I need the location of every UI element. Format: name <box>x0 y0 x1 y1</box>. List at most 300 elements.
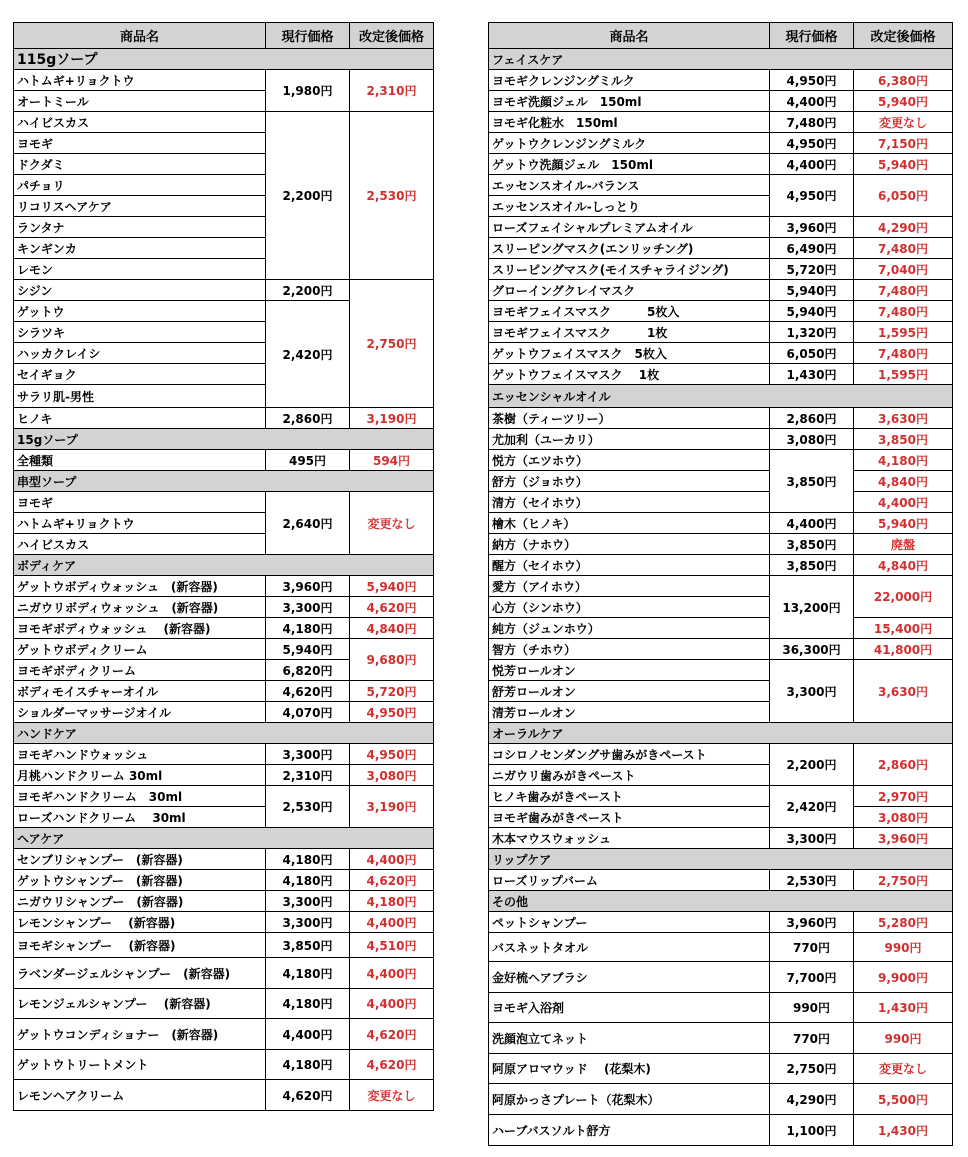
current-price: 3,300円 <box>770 660 854 723</box>
revised-price: 4,400円 <box>350 912 434 933</box>
product-name: エッセンスオイル-バランス <box>489 175 770 196</box>
product-row <box>489 513 953 534</box>
product-row <box>489 639 953 660</box>
product-name: ゲットウフェイスマスク 5枚入 <box>489 343 770 364</box>
header-revised-price: 改定後価格 <box>854 23 953 49</box>
section-row <box>14 429 434 450</box>
revised-price: 2,860円 <box>854 744 953 786</box>
product-row <box>489 175 953 196</box>
section-row <box>489 849 953 870</box>
product-name: レモンジェルシャンプー (新容器) <box>14 989 266 1019</box>
current-price: 7,700円 <box>770 962 854 993</box>
revised-price: 5,940円 <box>350 576 434 597</box>
product-row <box>14 597 434 618</box>
revised-price: 7,480円 <box>854 343 953 364</box>
product-name: ニガウリ歯みがきペースト <box>489 765 770 786</box>
current-price: 2,860円 <box>770 408 854 429</box>
product-name: シジン <box>14 280 266 301</box>
revised-price: 594円 <box>350 450 434 471</box>
current-price: 4,400円 <box>770 91 854 112</box>
section-row <box>14 555 434 576</box>
current-price: 3,300円 <box>266 597 350 618</box>
product-row <box>489 154 953 175</box>
product-row <box>14 702 434 723</box>
product-name: ローズリップバーム <box>489 870 770 891</box>
current-price: 4,950円 <box>770 70 854 91</box>
current-price: 990円 <box>770 993 854 1023</box>
product-name: ラベンダージェルシャンプー (新容器) <box>14 958 266 989</box>
revised-price: 7,480円 <box>854 280 953 301</box>
current-price: 3,960円 <box>770 217 854 238</box>
current-price: 4,400円 <box>770 513 854 534</box>
product-name: ハッカクレイシ <box>14 343 266 364</box>
revised-price: 3,850円 <box>854 429 953 450</box>
current-price: 4,180円 <box>266 958 350 989</box>
product-row <box>14 492 434 513</box>
current-price: 3,300円 <box>266 912 350 933</box>
product-row <box>489 238 953 259</box>
current-price: 4,400円 <box>770 154 854 175</box>
current-price: 4,180円 <box>266 1050 350 1080</box>
product-row <box>489 1023 953 1054</box>
product-name: ハトムギ+リョクトウ <box>14 70 266 91</box>
product-row <box>489 618 953 639</box>
product-row <box>14 681 434 702</box>
product-row <box>489 912 953 933</box>
revised-price: 4,400円 <box>350 989 434 1019</box>
product-name: 納方（ナホウ） <box>489 534 770 555</box>
product-row <box>14 1050 434 1080</box>
product-row <box>14 765 434 786</box>
product-name: レモンヘアクリーム <box>14 1080 266 1111</box>
product-name: 清芳ロールオン <box>489 702 770 723</box>
current-price: 3,960円 <box>266 576 350 597</box>
revised-price: 6,050円 <box>854 175 953 217</box>
section-row <box>489 891 953 912</box>
product-row <box>489 408 953 429</box>
product-name: ヨモギボディクリーム <box>14 660 266 681</box>
product-row <box>14 849 434 870</box>
product-name: ローズフェイシャルプレミアムオイル <box>489 217 770 238</box>
current-price: 4,620円 <box>266 1080 350 1111</box>
current-price: 2,530円 <box>770 870 854 891</box>
section-row <box>14 828 434 849</box>
revised-price: 4,180円 <box>854 450 953 471</box>
section-row <box>489 49 953 70</box>
revised-price: 2,750円 <box>350 280 434 408</box>
header-current-price: 現行価格 <box>770 23 854 49</box>
product-name: ヨモギボディウォッシュ (新容器) <box>14 618 266 639</box>
product-name: グローイングクレイマスク <box>489 280 770 301</box>
header-row <box>489 23 953 49</box>
product-name: オートミール <box>14 91 266 112</box>
product-row <box>489 91 953 112</box>
header-current-price: 現行価格 <box>266 23 350 49</box>
product-row <box>489 555 953 576</box>
revised-price: 4,840円 <box>350 618 434 639</box>
current-price: 1,320円 <box>770 322 854 343</box>
product-row <box>489 576 953 597</box>
product-row <box>489 471 953 492</box>
revised-price: 9,900円 <box>854 962 953 993</box>
current-price: 4,290円 <box>770 1084 854 1115</box>
current-price: 3,300円 <box>770 828 854 849</box>
current-price: 3,960円 <box>770 912 854 933</box>
product-row <box>489 492 953 513</box>
current-price: 3,850円 <box>770 450 854 513</box>
revised-price: 41,800円 <box>854 639 953 660</box>
product-row <box>489 364 953 385</box>
product-row <box>14 933 434 958</box>
current-price: 2,860円 <box>266 408 350 429</box>
product-name: ゲットウコンディショナー (新容器) <box>14 1019 266 1050</box>
revised-price: 変更なし <box>350 1080 434 1111</box>
current-price: 6,050円 <box>770 343 854 364</box>
current-price: 5,940円 <box>770 280 854 301</box>
product-row <box>489 259 953 280</box>
product-row <box>14 744 434 765</box>
current-price: 36,300円 <box>770 639 854 660</box>
revised-price: 廃盤 <box>854 534 953 555</box>
revised-price: 15,400円 <box>854 618 953 639</box>
current-price: 5,720円 <box>770 259 854 280</box>
product-name: セイギョク <box>14 364 266 385</box>
revised-price: 1,430円 <box>854 993 953 1023</box>
current-price: 7,480円 <box>770 112 854 133</box>
product-name: 阿原アロマウッド (花梨木) <box>489 1054 770 1084</box>
section-title: オーラルケア <box>489 723 953 744</box>
product-row <box>14 639 434 660</box>
product-name: 月桃ハンドクリーム 30ml <box>14 765 266 786</box>
product-name: パチョリ <box>14 175 266 196</box>
product-name: ヨモギハンドクリーム 30ml <box>14 786 266 807</box>
product-name: ゲットウ洗顔ジェル 150ml <box>489 154 770 175</box>
current-price: 5,940円 <box>266 639 350 660</box>
current-price: 2,310円 <box>266 765 350 786</box>
product-name: シラツキ <box>14 322 266 343</box>
product-name: ヨモギ化粧水 150ml <box>489 112 770 133</box>
product-name: ヒノキ歯みがきペースト <box>489 786 770 807</box>
revised-price: 4,620円 <box>350 1019 434 1050</box>
revised-price: 9,680円 <box>350 639 434 681</box>
revised-price: 7,480円 <box>854 238 953 259</box>
product-name: ヨモギフェイスマスク 1枚 <box>489 322 770 343</box>
revised-price: 1,595円 <box>854 322 953 343</box>
current-price: 13,200円 <box>770 576 854 639</box>
current-price: 2,750円 <box>770 1054 854 1084</box>
product-row <box>14 1080 434 1111</box>
product-row <box>489 870 953 891</box>
product-name: スリーピングマスク(エンリッチング) <box>489 238 770 259</box>
product-name: ゲットウシャンプー (新容器) <box>14 870 266 891</box>
product-name: 心方（シンホウ） <box>489 597 770 618</box>
section-row <box>489 385 953 408</box>
header-revised-price: 改定後価格 <box>350 23 434 49</box>
product-name: キンギンカ <box>14 238 266 259</box>
product-row <box>489 534 953 555</box>
product-name: ゲットウトリートメント <box>14 1050 266 1080</box>
product-row <box>14 408 434 429</box>
revised-price: 4,400円 <box>854 492 953 513</box>
product-name: 悦芳ロールオン <box>489 660 770 681</box>
product-name: ヨモギシャンプー (新容器) <box>14 933 266 958</box>
current-price: 6,490円 <box>770 238 854 259</box>
product-name: コシロノセンダングサ歯みがきペースト <box>489 744 770 765</box>
revised-price: 990円 <box>854 933 953 962</box>
product-name: ヨモギ洗顔ジェル 150ml <box>489 91 770 112</box>
product-name: 洗顔泡立てネット <box>489 1023 770 1054</box>
section-title: 115gソープ <box>14 49 434 70</box>
product-row <box>14 891 434 912</box>
section-row <box>14 49 434 70</box>
product-name: ヨモギクレンジングミルク <box>489 70 770 91</box>
product-name: ゲットウクレンジングミルク <box>489 133 770 154</box>
current-price: 1,100円 <box>770 1115 854 1146</box>
revised-price: 2,970円 <box>854 786 953 807</box>
product-name: 愛方（アイホウ） <box>489 576 770 597</box>
current-price: 4,180円 <box>266 849 350 870</box>
product-row <box>14 870 434 891</box>
product-name: 智方（チホウ） <box>489 639 770 660</box>
revised-price: 3,960円 <box>854 828 953 849</box>
product-name: バスネットタオル <box>489 933 770 962</box>
product-name: ローズハンドクリーム 30ml <box>14 807 266 828</box>
product-name: 醒方（セイホウ） <box>489 555 770 576</box>
current-price: 2,640円 <box>266 492 350 555</box>
product-row <box>489 1054 953 1084</box>
current-price: 3,080円 <box>770 429 854 450</box>
product-name: ハイビスカス <box>14 534 266 555</box>
product-name: スリーピングマスク(モイスチャライジング) <box>489 259 770 280</box>
current-price: 6,820円 <box>266 660 350 681</box>
current-price: 2,530円 <box>266 786 350 828</box>
product-name: ヨモギ <box>14 133 266 154</box>
section-title: フェイスケア <box>489 49 953 70</box>
revised-price: 4,620円 <box>350 597 434 618</box>
product-row <box>489 429 953 450</box>
current-price: 4,950円 <box>770 175 854 217</box>
product-name: 木本マウスウォッシュ <box>489 828 770 849</box>
price-table-left <box>13 22 434 1111</box>
current-price: 3,300円 <box>266 891 350 912</box>
current-price: 770円 <box>770 933 854 962</box>
current-price: 1,430円 <box>770 364 854 385</box>
revised-price: 4,840円 <box>854 555 953 576</box>
revised-price: 22,000円 <box>854 576 953 618</box>
product-name: ハトムギ+リョクトウ <box>14 513 266 534</box>
product-row <box>489 217 953 238</box>
product-name: ニガウリシャンプー (新容器) <box>14 891 266 912</box>
product-row <box>14 618 434 639</box>
product-name: レモンシャンプー (新容器) <box>14 912 266 933</box>
product-name: 檜木（ヒノキ） <box>489 513 770 534</box>
product-row <box>489 133 953 154</box>
revised-price: 5,940円 <box>854 91 953 112</box>
product-row <box>489 450 953 471</box>
product-name: 悦方（エツホウ） <box>489 450 770 471</box>
product-row <box>14 112 434 133</box>
current-price: 5,940円 <box>770 301 854 322</box>
section-title: その他 <box>489 891 953 912</box>
product-name: リコリスヘアケア <box>14 196 266 217</box>
revised-price: 4,510円 <box>350 933 434 958</box>
product-row <box>489 70 953 91</box>
product-row <box>489 828 953 849</box>
revised-price: 3,080円 <box>854 807 953 828</box>
current-price: 4,400円 <box>266 1019 350 1050</box>
revised-price: 4,400円 <box>350 958 434 989</box>
current-price: 3,850円 <box>770 555 854 576</box>
current-price: 2,200円 <box>770 744 854 786</box>
product-row <box>489 1115 953 1146</box>
current-price: 4,070円 <box>266 702 350 723</box>
revised-price: 4,180円 <box>350 891 434 912</box>
revised-price: 4,950円 <box>350 744 434 765</box>
revised-price: 5,500円 <box>854 1084 953 1115</box>
product-name: ヨモギ歯みがきペースト <box>489 807 770 828</box>
current-price: 2,420円 <box>770 786 854 828</box>
current-price: 2,420円 <box>266 301 350 408</box>
current-price: 2,200円 <box>266 112 350 280</box>
product-name: ヨモギフェイスマスク 5枚入 <box>489 301 770 322</box>
product-row <box>14 958 434 989</box>
revised-price: 1,430円 <box>854 1115 953 1146</box>
product-name: ペットシャンプー <box>489 912 770 933</box>
section-title: 串型ソープ <box>14 471 434 492</box>
product-name: センブリシャンプー (新容器) <box>14 849 266 870</box>
product-name: 阿原かっさプレート（花梨木） <box>489 1084 770 1115</box>
revised-price: 2,310円 <box>350 70 434 112</box>
revised-price: 変更なし <box>854 112 953 133</box>
product-name: ショルダーマッサージオイル <box>14 702 266 723</box>
product-name: ヒノキ <box>14 408 266 429</box>
product-name: レモン <box>14 259 266 280</box>
product-row <box>14 450 434 471</box>
revised-price: 4,620円 <box>350 870 434 891</box>
product-row <box>489 933 953 962</box>
product-name: 純方（ジュンホウ） <box>489 618 770 639</box>
product-name: ゲットウフェイスマスク 1枚 <box>489 364 770 385</box>
revised-price: 1,595円 <box>854 364 953 385</box>
revised-price: 5,720円 <box>350 681 434 702</box>
section-row <box>489 723 953 744</box>
product-row <box>489 301 953 322</box>
product-name: ゲットウボディウォッシュ (新容器) <box>14 576 266 597</box>
product-row <box>489 112 953 133</box>
revised-price: 4,290円 <box>854 217 953 238</box>
product-name: 茶樹（ティーツリー） <box>489 408 770 429</box>
current-price: 4,180円 <box>266 989 350 1019</box>
product-name: 全種類 <box>14 450 266 471</box>
product-name: エッセンスオイル-しっとり <box>489 196 770 217</box>
current-price: 4,620円 <box>266 681 350 702</box>
revised-price: 変更なし <box>350 492 434 555</box>
section-title: 15gソープ <box>14 429 434 450</box>
header-name: 商品名 <box>14 23 266 49</box>
product-name: ヨモギハンドウォッシュ <box>14 744 266 765</box>
product-name: 金好梳ヘアブラシ <box>489 962 770 993</box>
header-row <box>14 23 434 49</box>
revised-price: 3,080円 <box>350 765 434 786</box>
product-name: ハーブバスソルト舒方 <box>489 1115 770 1146</box>
product-name: ハイビスカス <box>14 112 266 133</box>
product-name: ゲットウ <box>14 301 266 322</box>
revised-price: 4,620円 <box>350 1050 434 1080</box>
current-price: 495円 <box>266 450 350 471</box>
section-row <box>14 723 434 744</box>
section-title: リップケア <box>489 849 953 870</box>
product-row <box>14 280 434 301</box>
product-row <box>14 576 434 597</box>
product-row <box>489 786 953 807</box>
product-name: 清方（セイホウ） <box>489 492 770 513</box>
revised-price: 4,950円 <box>350 702 434 723</box>
current-price: 4,180円 <box>266 618 350 639</box>
revised-price: 6,380円 <box>854 70 953 91</box>
revised-price: 990円 <box>854 1023 953 1054</box>
product-row <box>14 1019 434 1050</box>
product-name: 舒方（ジョホウ） <box>489 471 770 492</box>
product-name: ランタナ <box>14 217 266 238</box>
product-row <box>489 343 953 364</box>
revised-price: 5,940円 <box>854 154 953 175</box>
revised-price: 3,630円 <box>854 660 953 723</box>
product-name: ヨモギ <box>14 492 266 513</box>
revised-price: 3,630円 <box>854 408 953 429</box>
header-name: 商品名 <box>489 23 770 49</box>
price-table-right <box>488 22 953 1146</box>
revised-price: 7,040円 <box>854 259 953 280</box>
product-name: ボディモイスチャーオイル <box>14 681 266 702</box>
current-price: 4,950円 <box>770 133 854 154</box>
product-name: ドクダミ <box>14 154 266 175</box>
current-price: 1,980円 <box>266 70 350 112</box>
product-row <box>14 912 434 933</box>
section-row <box>14 471 434 492</box>
product-name: ヨモギ入浴剤 <box>489 993 770 1023</box>
product-row <box>489 993 953 1023</box>
current-price: 3,850円 <box>266 933 350 958</box>
product-row <box>489 744 953 765</box>
current-price: 2,200円 <box>266 280 350 301</box>
revised-price: 5,280円 <box>854 912 953 933</box>
product-row <box>14 70 434 91</box>
product-name: 尤加利（ユーカリ） <box>489 429 770 450</box>
revised-price: 変更なし <box>854 1054 953 1084</box>
section-title: ハンドケア <box>14 723 434 744</box>
revised-price: 3,190円 <box>350 408 434 429</box>
product-row <box>14 786 434 807</box>
section-title: ボディケア <box>14 555 434 576</box>
product-row <box>14 989 434 1019</box>
revised-price: 4,840円 <box>854 471 953 492</box>
product-row <box>489 962 953 993</box>
current-price: 3,300円 <box>266 744 350 765</box>
revised-price: 4,400円 <box>350 849 434 870</box>
product-row <box>489 807 953 828</box>
product-row <box>489 1084 953 1115</box>
current-price: 3,850円 <box>770 534 854 555</box>
section-title: ヘアケア <box>14 828 434 849</box>
current-price: 4,180円 <box>266 870 350 891</box>
revised-price: 2,750円 <box>854 870 953 891</box>
product-name: サラリ肌-男性 <box>14 385 266 408</box>
revised-price: 3,190円 <box>350 786 434 828</box>
product-name: ゲットウボディクリーム <box>14 639 266 660</box>
revised-price: 5,940円 <box>854 513 953 534</box>
current-price: 770円 <box>770 1023 854 1054</box>
revised-price: 7,150円 <box>854 133 953 154</box>
